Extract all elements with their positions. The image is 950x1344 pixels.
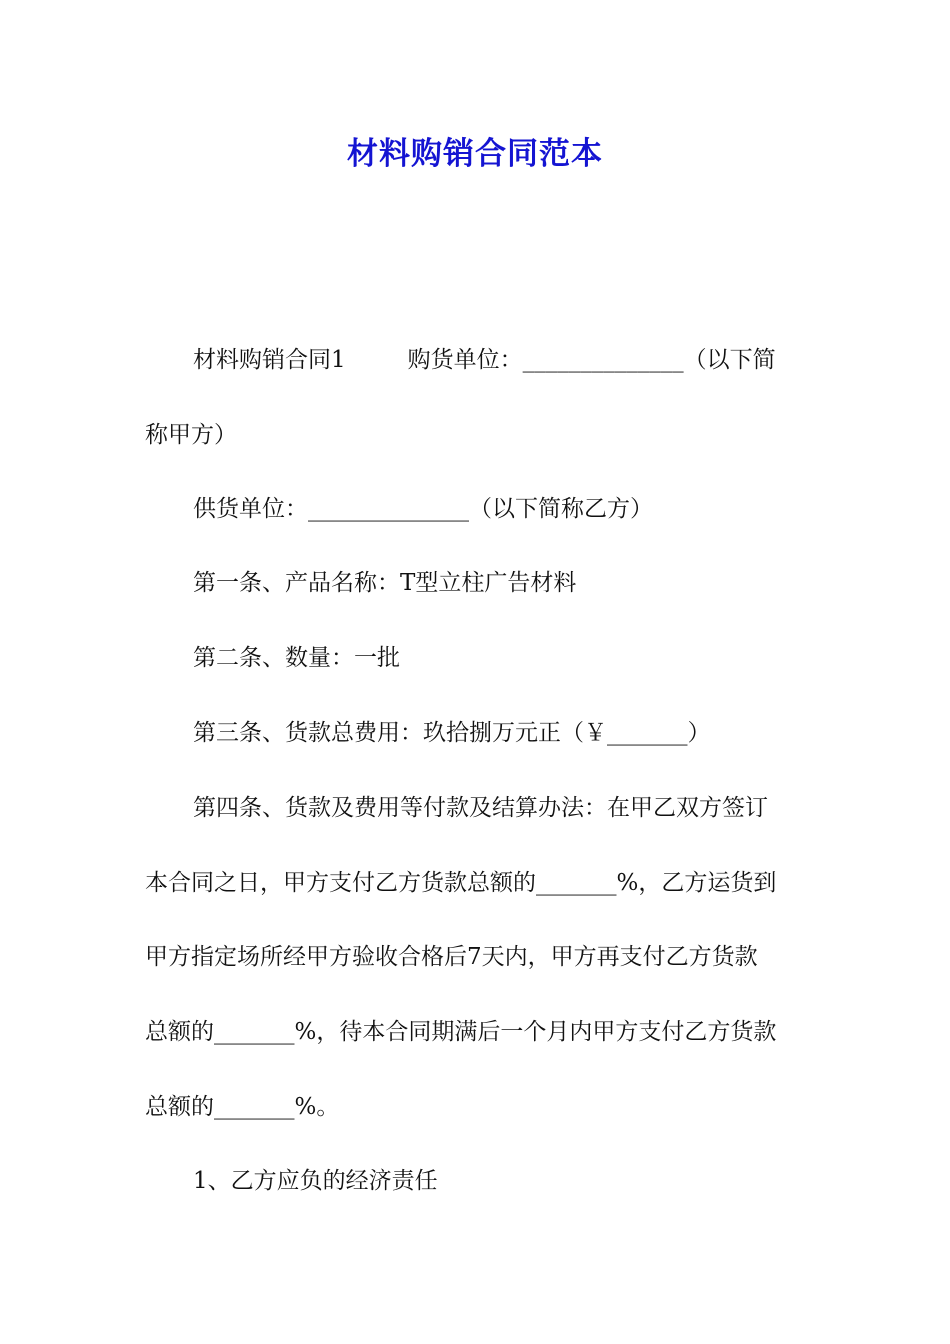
paragraph-line [193,345,810,375]
paragraph-line: 本合同之日，甲方支付乙方货款总额的_______%，乙方运货到 [145,870,777,896]
buyer-text: 购货单位：______________（以下简 [407,347,776,373]
paragraph-line: 总额的_______%，待本合同期满后一个月内甲方支付乙方货款 [145,1019,777,1045]
contract-heading-text: 材料购销合同1 [193,347,346,373]
paragraph-line: 甲方指定场所经甲方验收合格后7天内，甲方再支付乙方货款 [145,944,758,970]
paragraph-line: 第一条、产品名称：T型立柱广告材料 [193,570,577,596]
paragraph-line: 第二条、数量：一批 [193,645,400,671]
paragraph-line: 1、乙方应负的经济责任 [193,1168,438,1194]
paragraph-line: 第三条、货款总费用：玖拾捌万元正（￥_______） [193,720,711,746]
paragraph-line: 第四条、货款及费用等付款及结算办法：在甲乙双方签订 [193,795,768,821]
document-title: 材料购销合同范本 [347,136,603,172]
paragraph-line: 总额的_______%。 [145,1094,340,1120]
paragraph-line: 称甲方） [145,422,237,448]
paragraph-line: 供货单位：______________（以下简称乙方） [193,496,653,522]
